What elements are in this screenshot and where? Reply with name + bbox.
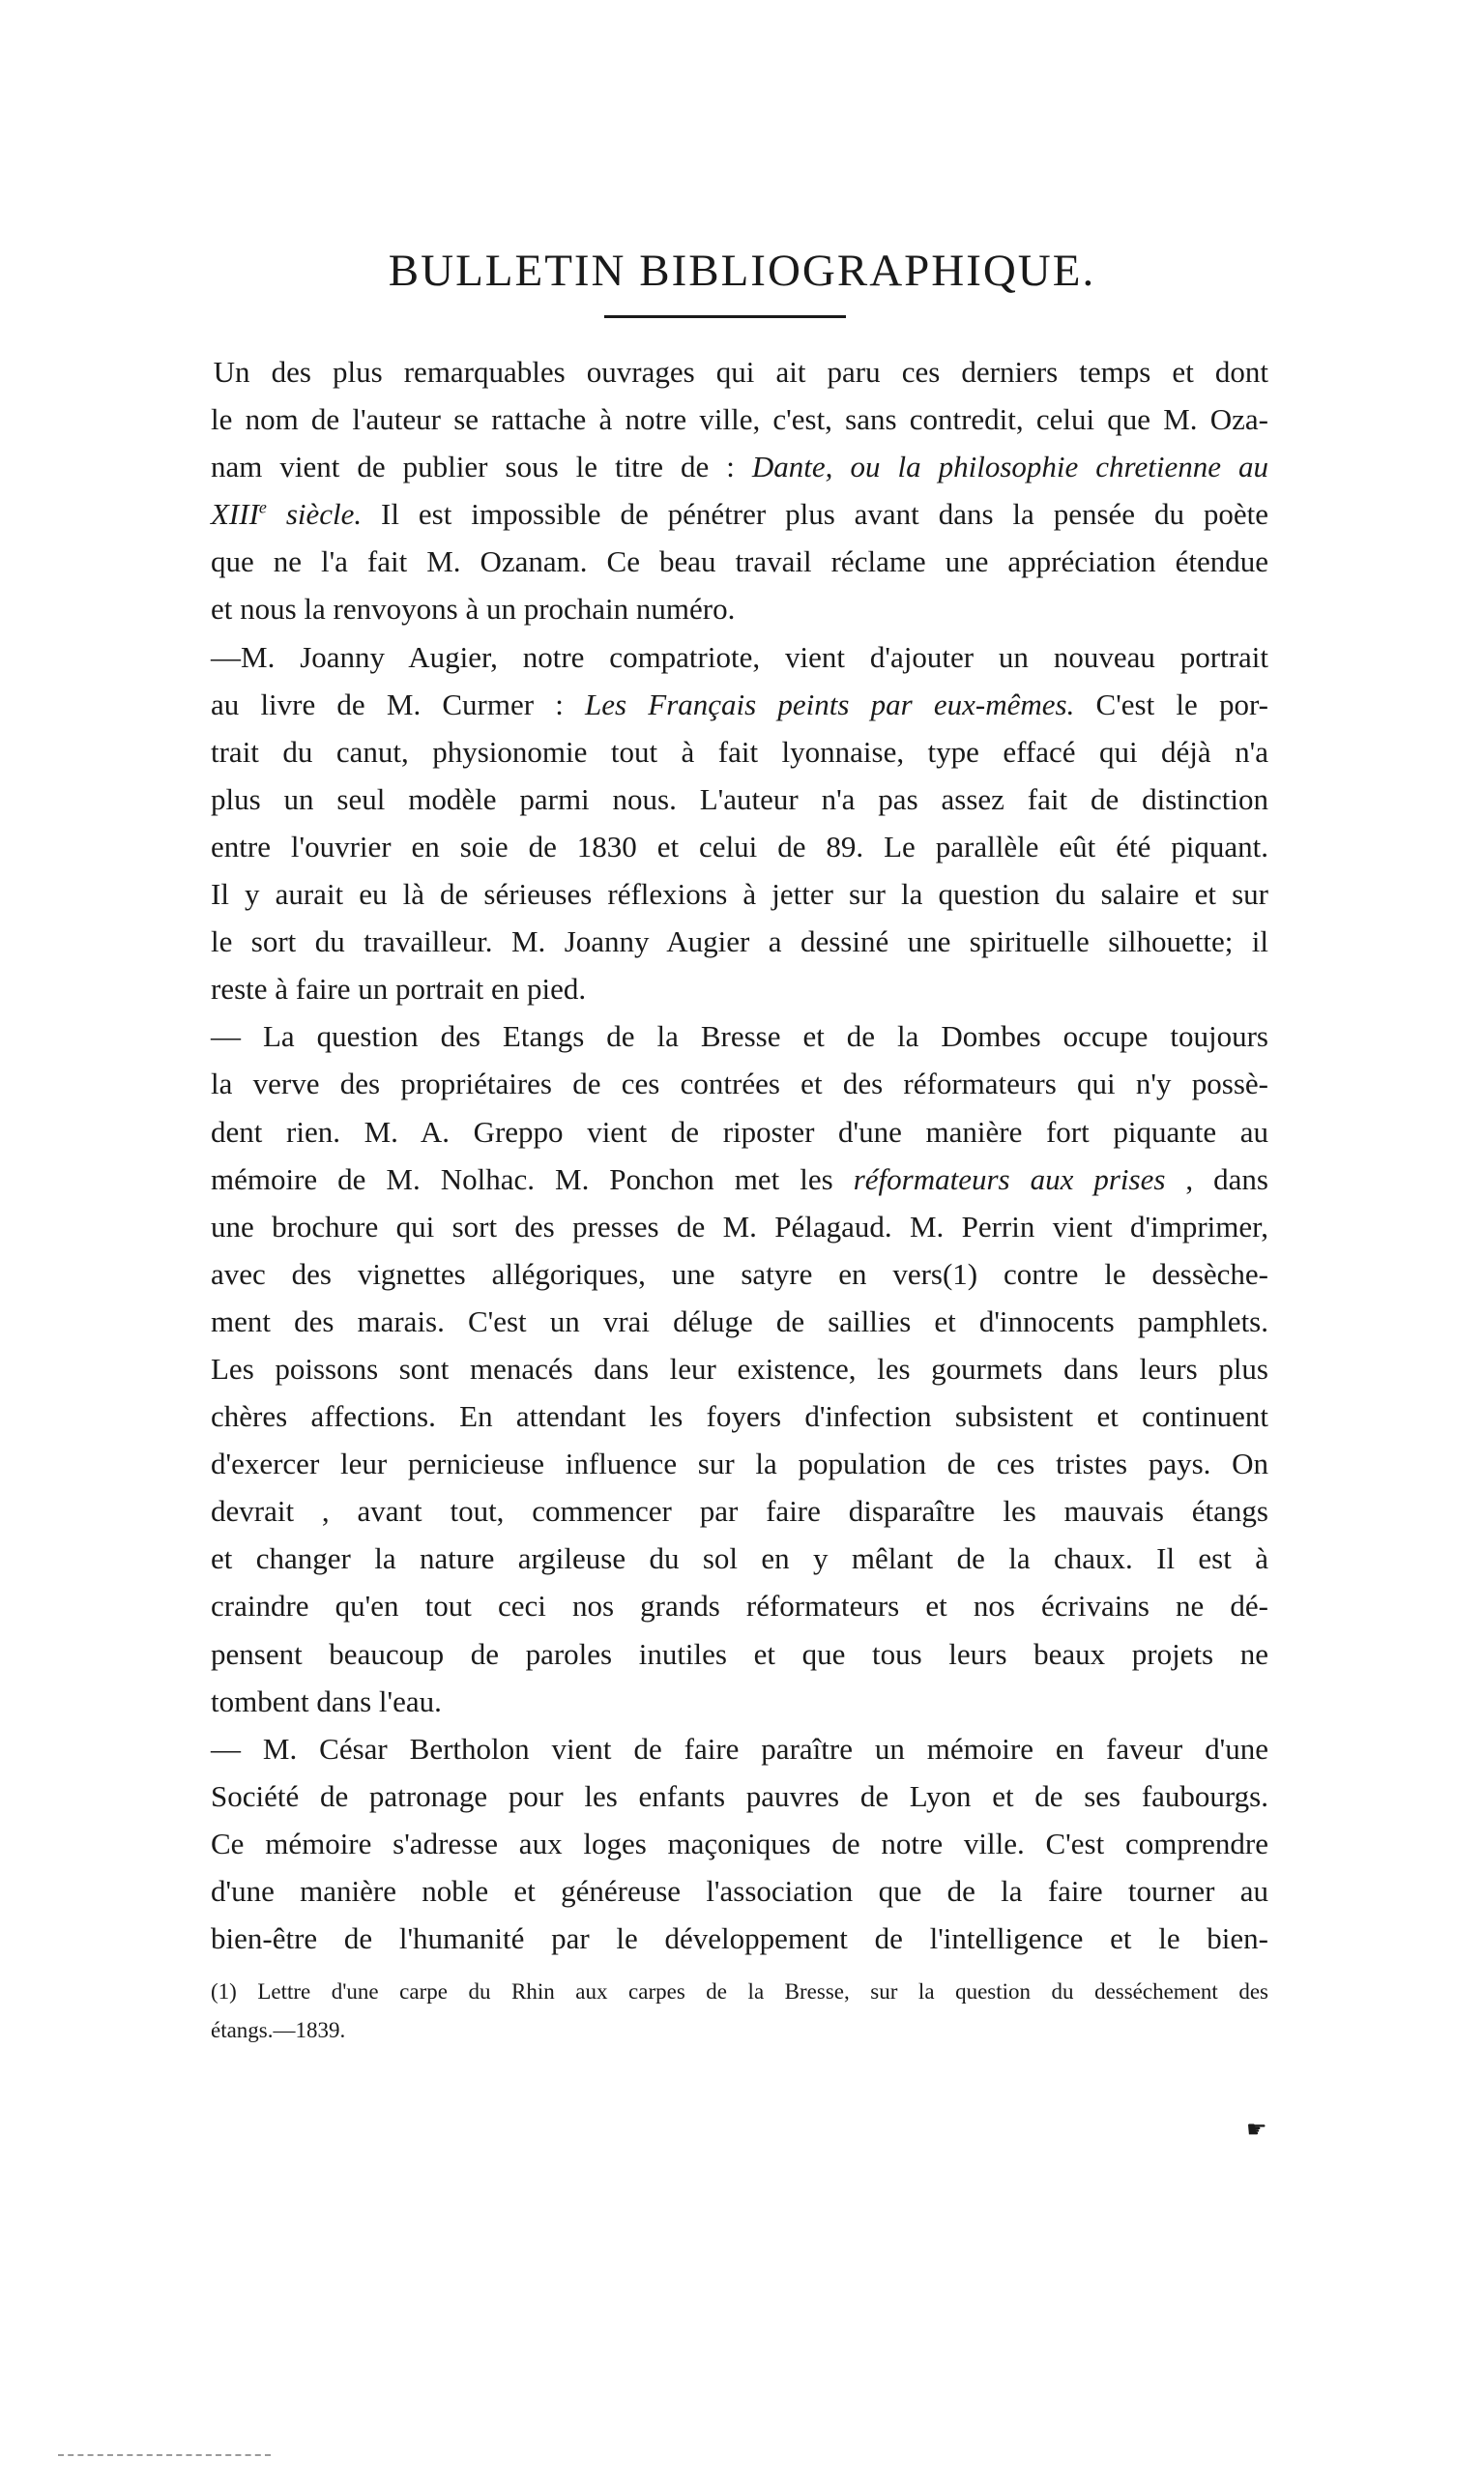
text-line: le sort du travailleur. M. Joanny Augier a dessiné une spirituelle silhouette; il <box>211 924 1268 959</box>
text-line: Il y aurait eu là de sérieuses réflexions à jetter sur la question du salaire et sur <box>211 877 1268 912</box>
text-line: trait du canut, physionomie tout à fait lyonnaise, type effacé qui déjà n'a <box>211 734 1268 769</box>
text-line: Les poissons sont menacés dans leur existence, les gourmets dans leurs plus <box>211 1351 1268 1386</box>
text-line: craindre qu'en tout ceci nos grands réformateurs et nos écrivains ne dé- <box>211 1589 1268 1624</box>
text-line: Société de patronage pour les enfants pauvres de Lyon et de ses faubourgs. <box>211 1778 1268 1813</box>
text-line: le nom de l'auteur se rattache à notre ville, c'est, sans contredit, celui que M. Oza- <box>211 402 1268 437</box>
text-line: — M. César Bertholon vient de faire paraître un mémoire en faveur d'une <box>211 1731 1268 1766</box>
text-line: Un des plus remarquables ouvrages qui ait paru ces derniers temps et dont <box>213 355 1268 389</box>
text-line: XIIIe siècle. Il est impossible de pénétrer plus avant dans la pensée du poète <box>211 497 1268 532</box>
footnote <box>211 1973 1268 2050</box>
footnote-line: étangs.—1839. <box>211 2018 346 2042</box>
text-line: devrait , avant tout, commencer par faire disparaître les mauvais étangs <box>211 1494 1268 1529</box>
text-line: — La question des Etangs de la Bresse et de la Dombes occupe toujours <box>211 1019 1268 1054</box>
article-body <box>211 348 1268 1962</box>
text-line: une brochure qui sort des presses de M. Pélagaud. M. Perrin vient d'imprimer, <box>211 1209 1268 1244</box>
text-line: bien-être de l'humanité par le développement de l'intelligence et le bien- <box>211 1921 1268 1956</box>
paragraph-bertholon <box>211 1725 1268 1962</box>
text-line: plus un seul modèle parmi nous. L'auteur n'a pas assez fait de distinction <box>211 781 1268 816</box>
text-line: entre l'ouvrier en soie de 1830 et celui de 89. Le parallèle eût été piquant. <box>211 829 1268 863</box>
text-line: nam vient de publier sous le titre de : Dante, ou la philosophie chretienne au <box>211 450 1268 484</box>
text-line: reste à faire un portrait en pied. <box>211 972 587 1007</box>
text-line: d'une manière noble et généreuse l'association que de la faire tourner au <box>211 1874 1268 1908</box>
page-title: BULLETIN BIBLIOGRAPHIQUE. <box>388 246 1096 297</box>
text-line: avec des vignettes allégoriques, une satyre en vers(1) contre le dessèche- <box>211 1256 1268 1291</box>
text-line: chères affections. En attendant les foyers d'infection subsistent et continuent <box>211 1399 1268 1434</box>
paragraph-ozanam <box>211 348 1268 633</box>
paragraph-etangs <box>211 1012 1268 1724</box>
book-title-dante: Dante, ou la philosophie chretienne au <box>751 450 1268 484</box>
text-line: que ne l'a fait M. Ozanam. Ce beau travail réclame une appréciation étendue <box>211 544 1268 579</box>
text-line: tombent dans l'eau. <box>211 1683 442 1718</box>
text-line: et changer la nature argileuse du sol en y mêlant de la chaux. Il est à <box>211 1541 1268 1576</box>
footnote-line: (1) Lettre d'une carpe du Rhin aux carpes de la Bresse, sur la question du desséchement des <box>211 1979 1268 2004</box>
pointing-hand-icon: ☛ <box>1246 2116 1267 2143</box>
title-reformateurs: réformateurs aux prises <box>853 1161 1166 1196</box>
text-line: pensent beaucoup de paroles inutiles et que tous leurs beaux projets ne <box>211 1636 1268 1671</box>
text-line: ment des marais. C'est un vrai déluge de saillies et d'innocents pamphlets. <box>211 1303 1268 1338</box>
scan-edge-marks <box>58 2454 271 2460</box>
paragraph-augier <box>211 633 1268 1013</box>
title-rule <box>604 315 846 318</box>
text-line: Ce mémoire s'adresse aux loges maçoniques de notre ville. C'est comprendre <box>211 1826 1268 1860</box>
text-line: dent rien. M. A. Greppo vient de riposter d'une manière fort piquante au <box>211 1114 1268 1149</box>
text-line: mémoire de M. Nolhac. M. Ponchon met les réformateurs aux prises , dans <box>211 1161 1268 1196</box>
text-line: —M. Joanny Augier, notre compatriote, vient d'ajouter un nouveau portrait <box>211 639 1268 674</box>
book-title-francais: Les Français peints par eux-mêmes. <box>585 687 1075 721</box>
text-line: au livre de M. Curmer : Les Français peints par eux-mêmes. C'est le por- <box>211 687 1268 721</box>
text-line: et nous la renvoyons à un prochain numéro. <box>211 592 736 627</box>
text-line: la verve des propriétaires de ces contrées et des réformateurs qui n'y possè- <box>211 1067 1268 1101</box>
text-line: d'exercer leur pernicieuse influence sur la population de ces tristes pays. On <box>211 1447 1268 1481</box>
